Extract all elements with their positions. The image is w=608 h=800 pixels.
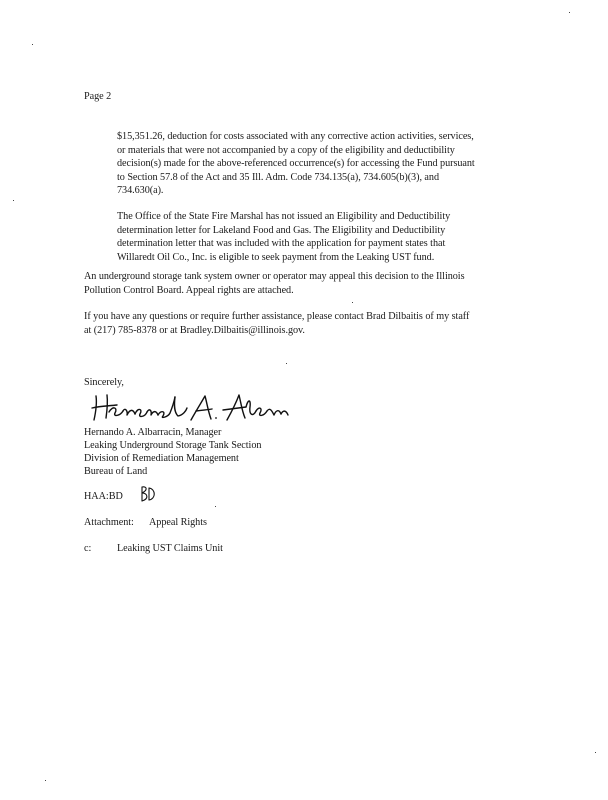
cc-value: Leaking UST Claims Unit	[117, 543, 223, 554]
signer-section: Leaking Underground Storage Tank Section	[84, 440, 262, 451]
page-label: Page 2	[84, 91, 112, 102]
paragraph-line: Willaredt Oil Co., Inc. is eligible to seek payment from the Leaking UST fund.	[117, 251, 435, 263]
attachment-label: Attachment:	[84, 517, 134, 528]
scan-speck	[286, 363, 287, 364]
paragraph-line: $15,351.26, deduction for costs associated with any corrective action activities, services,	[117, 131, 474, 142]
handwritten-initials	[139, 485, 157, 508]
cc-label: c:	[84, 543, 92, 554]
signer-bureau: Bureau of Land	[84, 466, 148, 477]
paragraph-line: determination letter for Lakeland Food and Gas. The Eligibility and Deductibility	[117, 224, 446, 236]
closing: Sincerely,	[84, 377, 124, 388]
paragraph-line: determination letter that was included with the application for payment states that	[117, 238, 446, 250]
scan-speck	[595, 752, 596, 753]
reference-initials: HAA:BD	[84, 491, 123, 502]
paragraph-line: or materials that were not accompanied by a copy of the eligibility and deductibility	[117, 144, 455, 156]
attachment-value: Appeal Rights	[149, 517, 207, 528]
scan-speck	[569, 12, 570, 13]
paragraph-line: decision(s) made for the above-referenced occurrence(s) for accessing the Fund pursuant	[117, 158, 475, 170]
scan-speck	[45, 780, 46, 781]
scan-speck	[13, 200, 14, 201]
paragraph-line: If you have any questions or require further assistance, please contact Brad Dilbaitis of my staff	[84, 311, 470, 322]
scan-speck	[352, 302, 353, 303]
paragraph-line: to Section 57.8 of the Act and 35 Ill. Adm. Code 734.135(a), 734.605(b)(3), and	[117, 171, 439, 183]
scan-speck	[215, 506, 216, 507]
paragraph-line: at (217) 785-8378 or at Bradley.Dilbaitis@illinois.gov.	[84, 324, 305, 336]
paragraph-line: 734.630(a).	[117, 185, 164, 197]
signer-division: Division of Remediation Management	[84, 453, 239, 464]
paragraph-line: The Office of the State Fire Marshal has not issued an Eligibility and Deductibility	[117, 211, 451, 222]
paragraph-line: An underground storage tank system owner or operator may appeal this decision to the Illinois	[84, 271, 465, 282]
paragraph-line: Pollution Control Board. Appeal rights are attached.	[84, 284, 294, 296]
signer-name-title: Hernando A. Albarracin, Manager	[84, 427, 222, 438]
scan-speck	[32, 44, 33, 45]
